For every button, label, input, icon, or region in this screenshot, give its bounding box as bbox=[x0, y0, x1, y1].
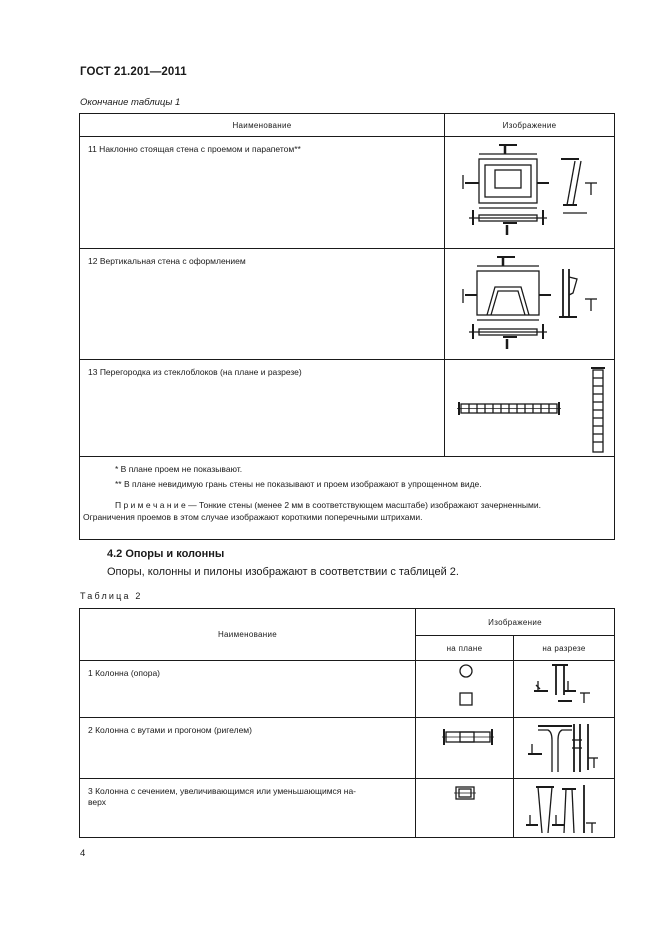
table2-header-image: Изображение bbox=[416, 609, 615, 636]
note-text-continued: Ограничения проемов в этом случае изображают короткими поперечными штрихами. bbox=[83, 512, 423, 522]
table2-header-section: на разрезе bbox=[514, 636, 615, 661]
drawing-column-haunch-plan bbox=[416, 718, 514, 779]
drawing-column-variable-plan bbox=[416, 779, 514, 838]
drawing-glass-block-partition bbox=[445, 360, 615, 457]
drawing-column-variable-section bbox=[514, 779, 615, 838]
table-row bbox=[80, 360, 615, 457]
row-label: 13 Перегородка из стеклоблоков (на плане и разрезе) bbox=[88, 367, 302, 377]
note-text: — Тонкие стены (менее 2 мм в соответствующем масштабе) изображают зачерненными. bbox=[185, 500, 541, 510]
table-row bbox=[80, 661, 615, 718]
drawing-column-section bbox=[514, 661, 615, 718]
row-label: 3 Колонна с сечением, увеличивающимся или уменьшающимся на- bbox=[88, 786, 356, 796]
table2-caption: Таблица 2 bbox=[80, 591, 143, 601]
row-label: 2 Колонна с вутами и прогоном (ригелем) bbox=[88, 725, 252, 735]
table1-header-image: Изображение bbox=[445, 114, 615, 137]
table-1 bbox=[79, 113, 615, 540]
row-label: 11 Наклонно стоящая стена с проемом и парапетом** bbox=[88, 144, 301, 154]
document-header: ГОСТ 21.201—2011 bbox=[80, 66, 187, 78]
section-paragraph: Опоры, колонны и пилоны изображают в соответствии с таблицей 2. bbox=[107, 566, 459, 578]
row-label-continued: верх bbox=[88, 797, 107, 807]
footnote-2: ** В плане невидимую грань стены не показывают и проем изображают в упрощенном виде. bbox=[115, 479, 482, 489]
drawing-vertical-wall bbox=[445, 249, 615, 360]
drawing-inclined-wall bbox=[445, 137, 615, 249]
table-2 bbox=[79, 608, 615, 838]
footnote-1: * В плане проем не показывают. bbox=[115, 464, 243, 474]
table2-header-name: Наименование bbox=[80, 609, 416, 661]
section-heading: 4.2 Опоры и колонны bbox=[107, 548, 225, 560]
table2-header-plan: на плане bbox=[416, 636, 514, 661]
table-row bbox=[80, 718, 615, 779]
drawing-column-haunch-section bbox=[514, 718, 615, 779]
table-row bbox=[80, 137, 615, 249]
table-row bbox=[80, 249, 615, 360]
table-row bbox=[80, 779, 615, 838]
note-label: П р и м е ч а н и е bbox=[115, 500, 186, 510]
row-label: 12 Вертикальная стена с оформлением bbox=[88, 256, 246, 266]
table1-header-name: Наименование bbox=[80, 114, 445, 137]
page-number: 4 bbox=[80, 848, 86, 859]
table1-notes-row bbox=[80, 457, 615, 540]
table1-caption: Окончание таблицы 1 bbox=[80, 97, 181, 108]
drawing-column-plan bbox=[416, 661, 514, 718]
row-label: 1 Колонна (опора) bbox=[88, 668, 161, 678]
